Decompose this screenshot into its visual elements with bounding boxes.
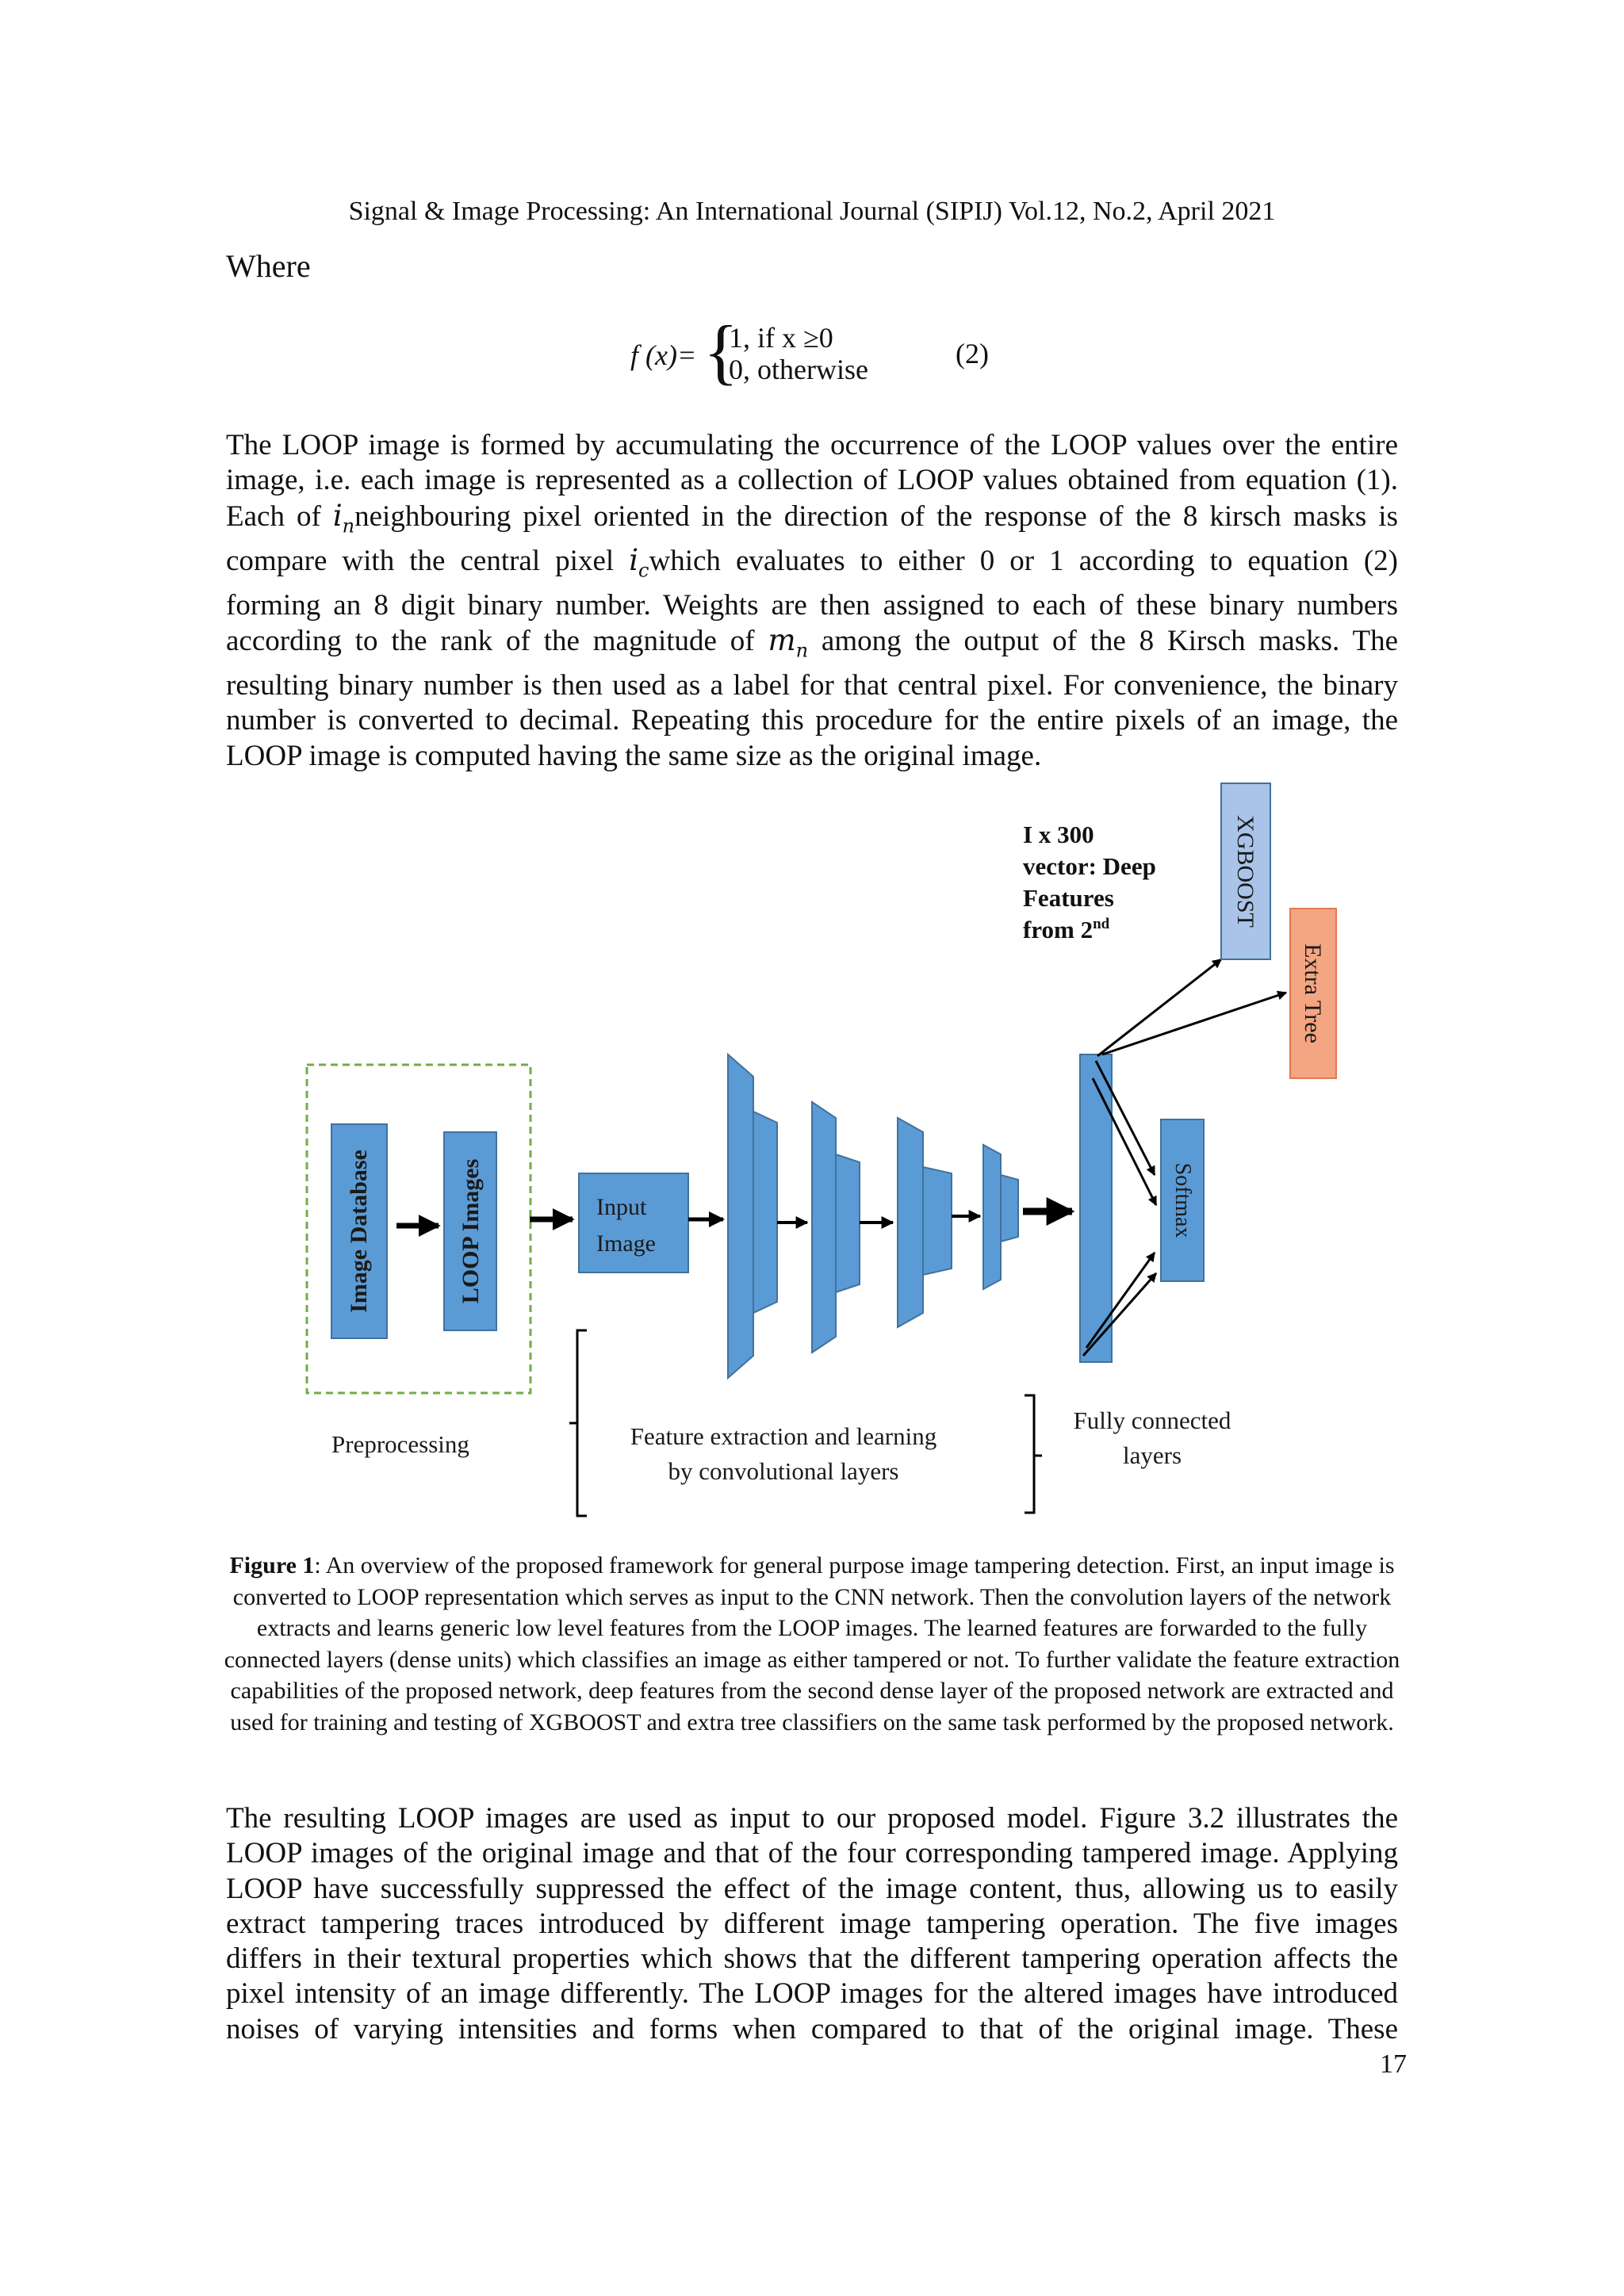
conv-layer-3a (898, 1118, 923, 1327)
equation-lhs: f (x)= (630, 339, 697, 371)
math-i-n: $i_n$ (332, 498, 355, 537)
conv-layer-2b (836, 1154, 860, 1292)
dense-layer (1080, 1054, 1112, 1362)
fully-connected-label-2: layers (1122, 1441, 1182, 1469)
input-image-box (579, 1173, 688, 1272)
input-image-label-1: Input (596, 1194, 647, 1220)
running-header: Signal & Image Processing: An International Journal (SIPIJ) Vol.12, No.2, April 2021 (348, 197, 1276, 226)
paragraph-line: pixel intensity of an image differently. The LOOP images for the altered images have introduced (226, 1977, 1398, 2011)
preprocessing-label: Preprocessing (331, 1430, 469, 1458)
paragraph-line: number is converted to decimal. Repeating this procedure for the entire pixels of an image, the (226, 704, 1398, 737)
equation-number: (2) (956, 338, 989, 369)
feature-bracket-left (577, 1330, 587, 1516)
vector-label-4: from 2nd (1023, 916, 1110, 943)
arrow-dense-extratree (1102, 993, 1286, 1054)
math-i-c: $i_c$ (629, 543, 649, 582)
paragraph-loop-results (226, 1801, 1398, 2047)
figure-caption-label: Figure 1 (229, 1552, 315, 1578)
paragraph-line: forming an 8 digit binary number. Weights are then assigned to each of these binary numbers (226, 588, 1398, 622)
paragraph-line: Each of $i_nneighbouring$ pixel oriented in the direction of the response of the 8 kirsch masks is (226, 498, 1398, 537)
figure-caption (214, 1550, 1410, 1738)
conv-layer-3b (923, 1167, 952, 1275)
paragraph-line: image, i.e. each image is represented as a collection of LOOP values obtained from equation (1). (226, 464, 1398, 497)
paragraph-line: LOOP image is computed having the same size as the original image. (226, 739, 1042, 772)
paragraph-line: differs in their textural properties which shows that the different tampering operation affects the (226, 1942, 1398, 1976)
math-m-n: $m_n$ (768, 623, 809, 662)
equation-case-2: 0, otherwise (729, 354, 868, 385)
paragraph-line: The resulting LOOP images are used as input to our proposed model. Figure 3.2 illustrates the (226, 1802, 1398, 1835)
arrow-dense-xgboost (1097, 959, 1221, 1056)
paragraph-line: compare with the central pixel $i_cwhich$ evaluates to either 0 or 1 according to equation (2) (226, 543, 1399, 582)
vector-label-1: I x 300 (1023, 821, 1094, 848)
feature-extraction-label-2: by convolutional layers (668, 1457, 899, 1485)
vector-label-3: Features (1023, 884, 1114, 912)
conv-layer-1a (728, 1054, 753, 1378)
conv-layer-4a (983, 1145, 1001, 1289)
paragraph-line: The LOOP image is formed by accumulating the occurrence of the LOOP values over the entire (226, 429, 1398, 461)
input-image-label-2: Image (596, 1230, 656, 1257)
paragraph-line: LOOP have successfully suppressed the effect of the image content, thus, allowing us to easily (226, 1872, 1398, 1905)
page-number: 17 (1380, 2049, 1407, 2079)
loop-images-label: LOOP Images (458, 1158, 484, 1304)
fc-bracket (1025, 1395, 1034, 1513)
paragraph-line: extract tampering traces introduced by different image tampering operation. The five images (226, 1907, 1398, 1940)
conv-layer-1b (753, 1112, 777, 1313)
xgboost-label: XGBOOST (1232, 815, 1258, 928)
equation-brace: { (703, 311, 739, 392)
fully-connected-label-1: Fully connected (1073, 1406, 1231, 1434)
conv-layer-2a (812, 1102, 836, 1353)
extra-tree-label: Extra Tree (1300, 943, 1326, 1043)
feature-extraction-label-1: Feature extraction and learning (630, 1422, 937, 1450)
paragraph-line: according to the rank of the magnitude of $m_n$ among the output of the 8 Kirsch masks. The (226, 623, 1398, 662)
image-database-label: Image Database (346, 1150, 372, 1313)
where-label: Where (226, 248, 311, 284)
equation-case-1: 1, if x ≥0 (729, 322, 833, 354)
paragraph-line: noises of varying intensities and forms when compared to that of the original image. These (226, 2012, 1398, 2045)
softmax-label: Softmax (1170, 1162, 1195, 1238)
paragraph-line: LOOP images of the original image and that of the four corresponding tampered image. Applying (226, 1837, 1398, 1870)
conv-layer-4b (1001, 1175, 1018, 1242)
figure-caption-text: : An overview of the proposed framework for general purpose image tampering detection. First, an input image is converted to LOOP representation which serves as input to the CNN network. Then the convolution layers of the network extracts and learns generic low level features from the LOOP images. The learned features are forwarded to the fully connected layers (dense units) which classifies an image as either tampered or not. To further validate the feature extraction capabilities of the proposed network, deep features from the second dense layer of the proposed network are extracted and used for training and testing of XGBOOST and extra tree classifiers on the same task performed by the proposed network. (224, 1552, 1400, 1735)
vector-label-2: vector: Deep (1023, 852, 1156, 880)
paragraph-line: resulting binary number is then used as a label for that central pixel. For convenience, the binary (226, 668, 1398, 702)
